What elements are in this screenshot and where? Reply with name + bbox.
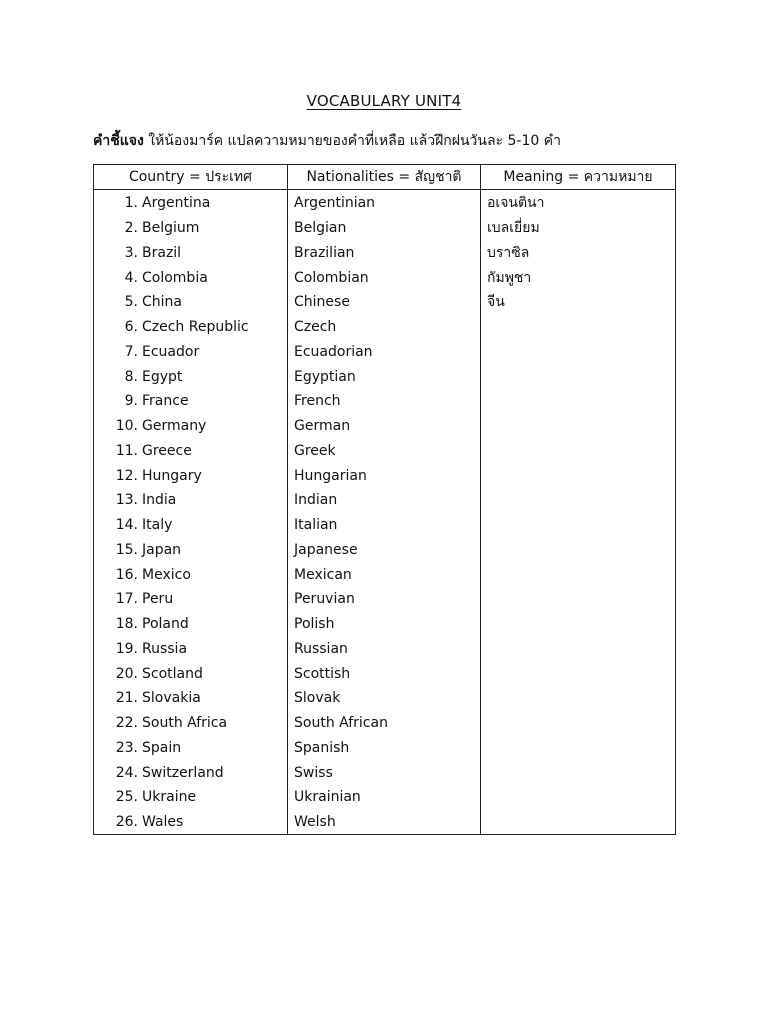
instruction-text: ให้น้องมาร์ค แปลความหมายของคำที่เหลือ แล้วฝึกฝนวันละ 5-10 คำ (143, 133, 561, 149)
row-number: 4. (124, 269, 138, 286)
meaning-cell (481, 562, 676, 587)
row-number: 12. (115, 467, 138, 484)
row-number: 16. (115, 566, 138, 583)
table-row (94, 538, 676, 563)
meaning-cell (481, 612, 676, 637)
table-row (94, 562, 676, 587)
nationality-cell: Ukrainian (288, 785, 481, 810)
country-cell (94, 463, 288, 488)
nationality-cell: Argentinian (288, 190, 481, 216)
country-name: Peru (142, 591, 174, 608)
country-name: Ecuador (142, 343, 200, 360)
row-number: 18. (115, 616, 138, 633)
country-cell (94, 265, 288, 290)
nationality-cell: Belgian (288, 216, 481, 241)
country-name: China (142, 294, 182, 311)
country-name: Hungary (142, 467, 202, 484)
nationality-cell: Egyptian (288, 364, 481, 389)
country-name: Czech Republic (142, 319, 249, 336)
row-number: 5. (124, 294, 138, 311)
table-row (94, 340, 676, 365)
nationality-cell: Mexican (288, 562, 481, 587)
row-number: 22. (115, 715, 138, 732)
table-row (94, 661, 676, 686)
meaning-cell (481, 513, 676, 538)
country-cell (94, 414, 288, 439)
page-title: VOCABULARY UNIT4 (306, 92, 462, 110)
table-row (94, 216, 676, 241)
table-row (94, 736, 676, 761)
country-cell (94, 190, 288, 216)
meaning-cell (481, 711, 676, 736)
meaning-cell (481, 414, 676, 439)
country-name: France (142, 393, 189, 410)
country-cell (94, 488, 288, 513)
table-row (94, 711, 676, 736)
header-meaning: Meaning = ความหมาย (481, 165, 676, 190)
row-number: 14. (115, 517, 138, 534)
country-cell (94, 587, 288, 612)
row-number: 3. (124, 244, 138, 261)
country-name: Colombia (142, 269, 208, 286)
country-name: Germany (142, 418, 207, 435)
table-row (94, 637, 676, 662)
table-row (94, 439, 676, 464)
header-nationalities: Nationalities = สัญชาติ (288, 165, 481, 190)
nationality-cell: Brazilian (288, 241, 481, 266)
row-number: 17. (115, 591, 138, 608)
nationality-cell: Japanese (288, 538, 481, 563)
meaning-cell: เบลเยี่ยม (481, 216, 676, 241)
table-row (94, 290, 676, 315)
country-name: Switzerland (142, 764, 224, 781)
nationality-cell: Ecuadorian (288, 340, 481, 365)
meaning-cell (481, 389, 676, 414)
row-number: 7. (124, 343, 138, 360)
country-name: Japan (142, 541, 182, 558)
row-number: 9. (124, 393, 138, 410)
country-cell (94, 637, 288, 662)
meaning-cell (481, 315, 676, 340)
table-row (94, 190, 676, 216)
country-name: Belgium (142, 220, 200, 237)
table-body (94, 190, 676, 835)
row-number: 2. (124, 220, 138, 237)
nationality-cell: Polish (288, 612, 481, 637)
country-cell (94, 538, 288, 563)
table-row (94, 241, 676, 266)
country-name: Wales (142, 813, 184, 830)
nationality-cell: Colombian (288, 265, 481, 290)
country-cell (94, 290, 288, 315)
country-name: Scotland (142, 665, 203, 682)
meaning-cell (481, 637, 676, 662)
country-cell (94, 439, 288, 464)
country-cell (94, 736, 288, 761)
country-name: Poland (142, 616, 189, 633)
row-number: 15. (115, 541, 138, 558)
row-number: 25. (115, 789, 138, 806)
meaning-cell (481, 785, 676, 810)
country-name: Brazil (142, 244, 182, 261)
meaning-cell (481, 364, 676, 389)
nationality-cell: French (288, 389, 481, 414)
country-cell (94, 810, 288, 835)
nationality-cell: Indian (288, 488, 481, 513)
instruction-line (93, 130, 561, 152)
country-name: Spain (142, 739, 182, 756)
meaning-cell: บราซิล (481, 241, 676, 266)
nationality-cell: Czech (288, 315, 481, 340)
row-number: 23. (115, 739, 138, 756)
table-row (94, 785, 676, 810)
country-cell (94, 785, 288, 810)
nationality-cell: Hungarian (288, 463, 481, 488)
nationality-cell: Spanish (288, 736, 481, 761)
meaning-cell (481, 463, 676, 488)
table-row (94, 810, 676, 835)
table-row (94, 364, 676, 389)
nationality-cell: South African (288, 711, 481, 736)
header-country: Country = ประเทศ (94, 165, 288, 190)
country-name: Italy (142, 517, 173, 534)
meaning-cell: จีน (481, 290, 676, 315)
row-number: 19. (115, 640, 138, 657)
nationality-cell: Russian (288, 637, 481, 662)
country-cell (94, 513, 288, 538)
country-name: India (142, 492, 177, 509)
row-number: 10. (115, 418, 138, 435)
nationality-cell: German (288, 414, 481, 439)
nationality-cell: Welsh (288, 810, 481, 835)
table-row (94, 315, 676, 340)
nationality-cell: Greek (288, 439, 481, 464)
table-row (94, 265, 676, 290)
meaning-cell (481, 736, 676, 761)
meaning-cell (481, 488, 676, 513)
country-cell (94, 315, 288, 340)
row-number: 6. (124, 319, 138, 336)
country-cell (94, 340, 288, 365)
nationality-cell: Chinese (288, 290, 481, 315)
country-name: Argentina (142, 195, 211, 212)
table-row (94, 414, 676, 439)
country-cell (94, 612, 288, 637)
nationality-cell: Peruvian (288, 587, 481, 612)
country-name: Slovakia (142, 690, 201, 707)
country-cell (94, 364, 288, 389)
meaning-cell (481, 538, 676, 563)
country-cell (94, 389, 288, 414)
row-number: 1. (124, 195, 138, 212)
nationality-cell: Slovak (288, 686, 481, 711)
table-row (94, 612, 676, 637)
country-cell (94, 241, 288, 266)
row-number: 13. (115, 492, 138, 509)
meaning-cell (481, 760, 676, 785)
row-number: 24. (115, 764, 138, 781)
country-name: Mexico (142, 566, 191, 583)
meaning-cell (481, 686, 676, 711)
table-row (94, 760, 676, 785)
country-name: Egypt (142, 368, 183, 385)
row-number: 21. (115, 690, 138, 707)
country-cell (94, 661, 288, 686)
row-number: 26. (115, 813, 138, 830)
meaning-cell (481, 661, 676, 686)
country-cell (94, 760, 288, 785)
country-cell (94, 711, 288, 736)
table-row (94, 488, 676, 513)
row-number: 11. (115, 442, 138, 459)
table-row (94, 587, 676, 612)
meaning-cell (481, 587, 676, 612)
table-row (94, 463, 676, 488)
table-row (94, 686, 676, 711)
table-row (94, 513, 676, 538)
country-cell (94, 686, 288, 711)
table-row (94, 389, 676, 414)
meaning-cell (481, 340, 676, 365)
instruction-label: คำชี้แจง (93, 133, 144, 149)
meaning-cell: กัมพูชา (481, 265, 676, 290)
vocabulary-table (93, 164, 676, 835)
nationality-cell: Scottish (288, 661, 481, 686)
meaning-cell (481, 810, 676, 835)
country-name: South Africa (142, 715, 228, 732)
country-name: Ukraine (142, 789, 197, 806)
country-name: Russia (142, 640, 188, 657)
table-header-row (94, 165, 676, 190)
country-cell (94, 216, 288, 241)
meaning-cell: อเจนตินา (481, 190, 676, 216)
country-cell (94, 562, 288, 587)
row-number: 20. (115, 665, 138, 682)
nationality-cell: Italian (288, 513, 481, 538)
country-name: Greece (142, 442, 192, 459)
nationality-cell: Swiss (288, 760, 481, 785)
meaning-cell (481, 439, 676, 464)
row-number: 8. (124, 368, 138, 385)
